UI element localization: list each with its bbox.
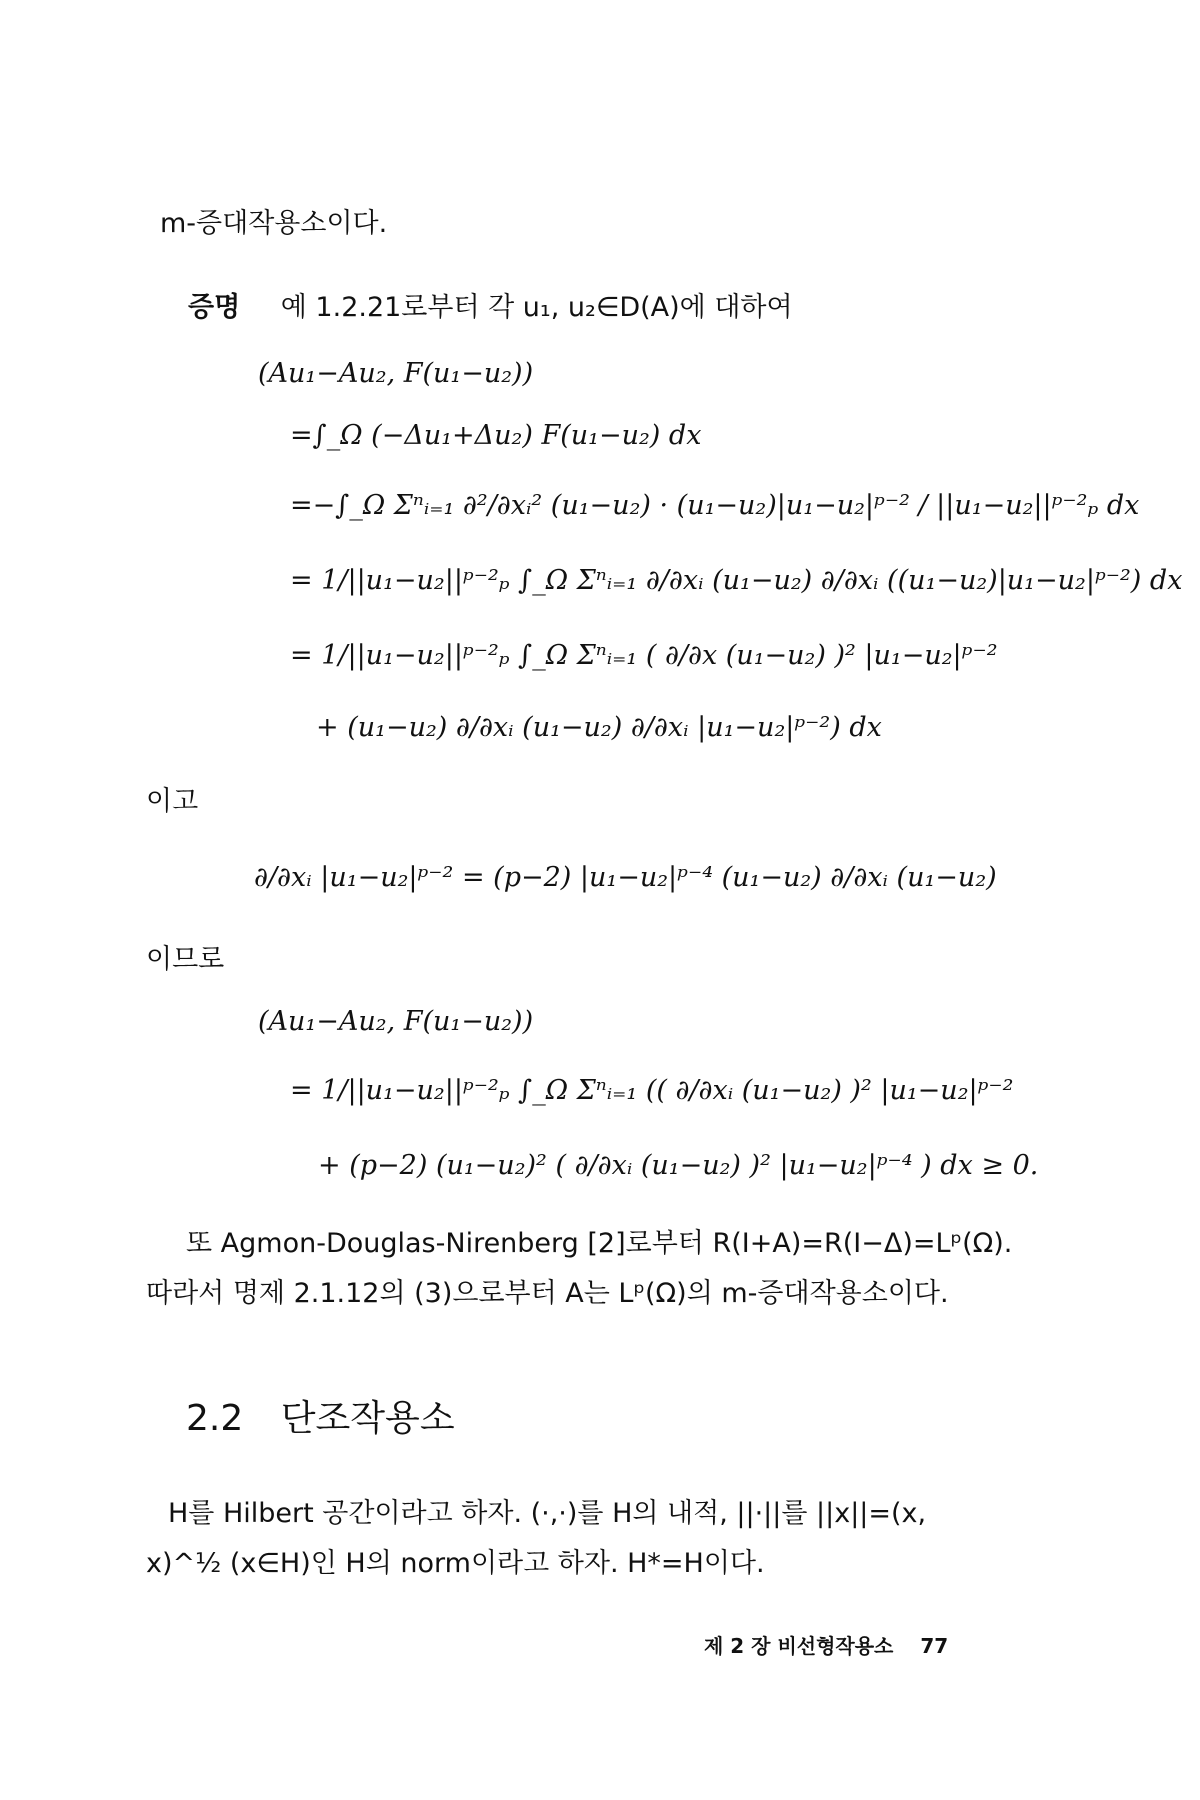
proof-intro-line bbox=[188, 292, 793, 324]
equation-4: = 1/||u₁−u₂||ᵖ⁻²ₚ ∫_Ω Σⁿᵢ₌₁ ∂/∂xᵢ (u₁−u₂) ∂/∂xᵢ ((u₁−u₂)|u₁−u₂|ᵖ⁻²) dx bbox=[290, 565, 1183, 596]
chapter-title: 제 2 장 비선형작용소 bbox=[704, 1634, 894, 1658]
section-heading bbox=[186, 1390, 455, 1441]
paragraph-line-1: 또 Agmon-Douglas-Nirenberg [2]로부터 R(I+A)=R(I−Δ)=Lᵖ(Ω). bbox=[186, 1228, 1013, 1259]
page-number: 77 bbox=[920, 1634, 949, 1658]
equation-3: =−∫_Ω Σⁿᵢ₌₁ ∂²/∂xᵢ² (u₁−u₂) · (u₁−u₂)|u₁−u₂|ᵖ⁻² / ||u₁−u₂||ᵖ⁻²ₚ dx bbox=[290, 490, 1140, 521]
equation-6: + (u₁−u₂) ∂/∂xᵢ (u₁−u₂) ∂/∂xᵢ |u₁−u₂|ᵖ⁻²) dx bbox=[316, 712, 882, 743]
equation-9: = 1/||u₁−u₂||ᵖ⁻²ₚ ∫_Ω Σⁿᵢ₌₁ (( ∂/∂xᵢ (u₁−u₂) )² |u₁−u₂|ᵖ⁻² bbox=[290, 1075, 1014, 1106]
equation-2: =∫_Ω (−Δu₁+Δu₂) F(u₁−u₂) dx bbox=[290, 420, 702, 451]
body-line-1: H를 Hilbert 공간이라고 하자. (·,·)를 H의 내적, ||·||를 ||x||=(x, bbox=[168, 1498, 927, 1529]
proof-label: 증명 bbox=[188, 292, 241, 323]
section-number: 2.2 bbox=[186, 1398, 244, 1439]
section-title: 단조작용소 bbox=[280, 1398, 455, 1439]
equation-1: (Au₁−Au₂, F(u₁−u₂)) bbox=[258, 358, 534, 389]
equation-10: + (p−2) (u₁−u₂)² ( ∂/∂xᵢ (u₁−u₂) )² |u₁−u₂|ᵖ⁻⁴ ) dx ≥ 0. bbox=[318, 1150, 1039, 1181]
equation-7: ∂/∂xᵢ |u₁−u₂|ᵖ⁻² = (p−2) |u₁−u₂|ᵖ⁻⁴ (u₁−u₂) ∂/∂xᵢ (u₁−u₂) bbox=[254, 862, 997, 893]
equation-8: (Au₁−Au₂, F(u₁−u₂)) bbox=[258, 1006, 534, 1037]
paragraph-line-2: 따라서 명제 2.1.12의 (3)으로부터 A는 Lᵖ(Ω)의 m-증대작용소이다. bbox=[146, 1278, 949, 1309]
body-line-2: x)^½ (x∈H)인 H의 norm이라고 하자. H*=H이다. bbox=[146, 1548, 765, 1579]
equation-5: = 1/||u₁−u₂||ᵖ⁻²ₚ ∫_Ω Σⁿᵢ₌₁ ( ∂/∂x (u₁−u₂) )² |u₁−u₂|ᵖ⁻² bbox=[290, 640, 998, 671]
connector-imeuro: 이므로 bbox=[146, 944, 225, 975]
proof-intro-text: 예 1.2.21로부터 각 u₁, u₂∈D(A)에 대하여 bbox=[280, 292, 793, 323]
running-footer bbox=[704, 1630, 948, 1659]
connector-igo: 이고 bbox=[146, 786, 199, 817]
continuation-line: m-증대작용소이다. bbox=[160, 208, 388, 239]
